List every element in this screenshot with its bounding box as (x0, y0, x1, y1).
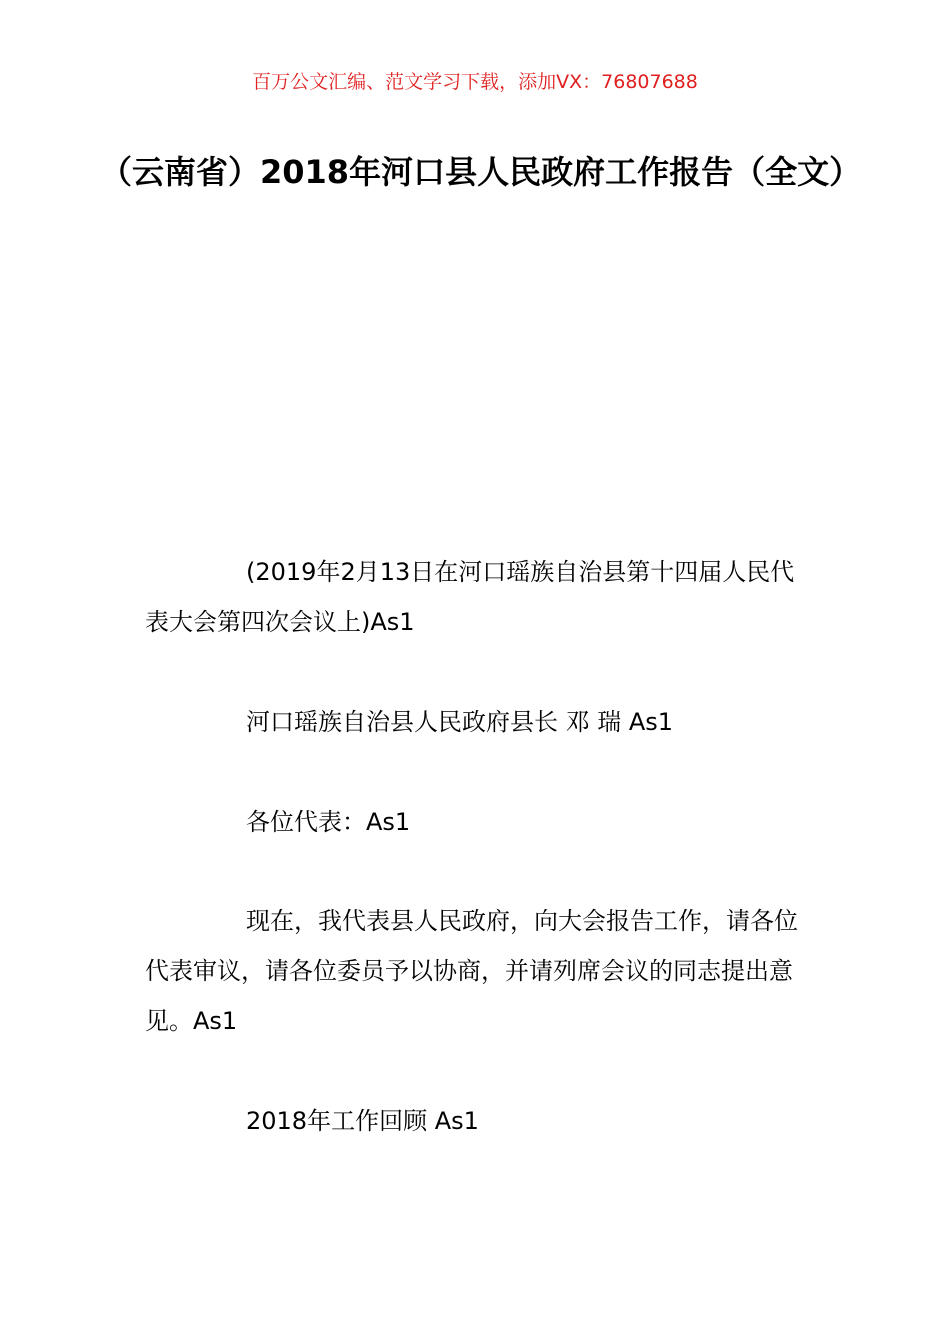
meeting-info-paragraph (145, 547, 807, 647)
paragraph-text: (2019年2月13日在河口瑶族自治县第十四届人民代表大会第四次会议上)As1 (145, 558, 795, 636)
speaker-line (145, 697, 807, 747)
paragraph-text: 各位代表：As1 (246, 808, 411, 836)
intro-paragraph (145, 896, 807, 1046)
paragraph-text: 2018年工作回顾 As1 (246, 1107, 479, 1135)
document-title: （云南省）2018年河口县人民政府工作报告（全文） (100, 153, 862, 191)
header-promo-note: 百万公文汇编、范文学习下载，添加VX：76807688 (252, 71, 698, 93)
section-heading (145, 1096, 807, 1146)
paragraph-text: 现在，我代表县人民政府，向大会报告工作，请各位代表审议，请各位委员予以协商，并请列席会议的同志提出意见。As1 (145, 907, 798, 1035)
salutation-line (145, 797, 807, 847)
paragraph-text: 河口瑶族自治县人民政府县长 邓 瑞 As1 (246, 708, 674, 736)
